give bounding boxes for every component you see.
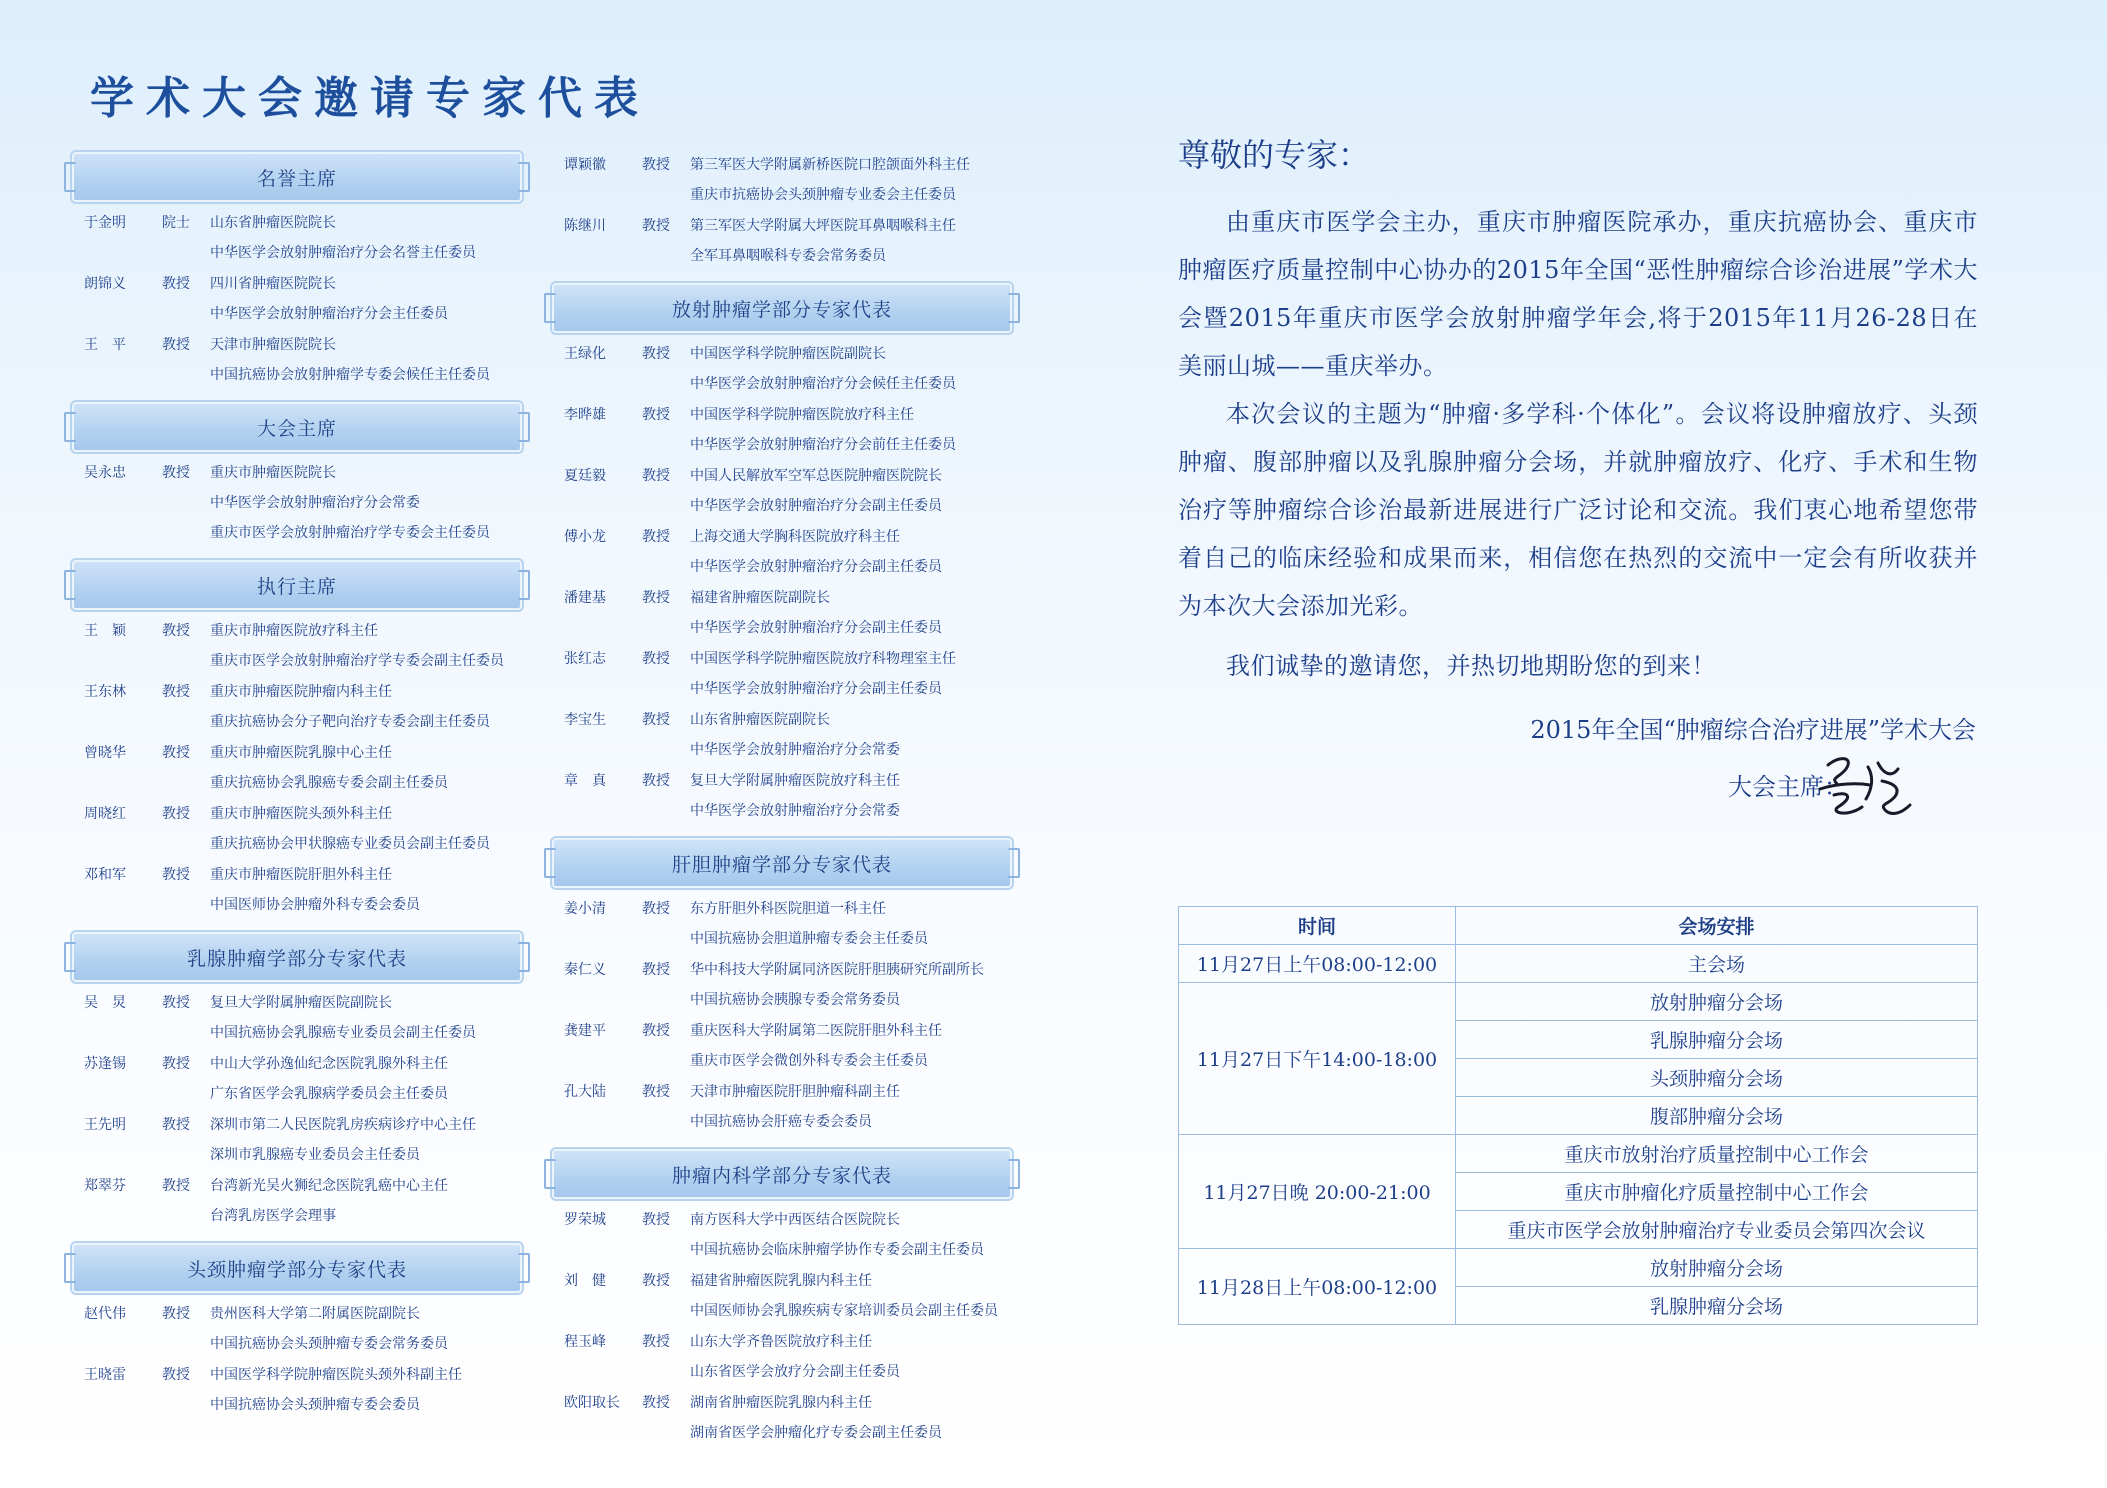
expert-entry: [550, 461, 1020, 521]
expert-entry: [70, 458, 530, 548]
expert-role: 山东省肿瘤医院副院长: [690, 712, 830, 728]
expert-line: [550, 461, 1020, 491]
expert-entry: [550, 522, 1020, 582]
expert-line: [70, 1390, 530, 1420]
expert-title: 教授: [642, 901, 670, 917]
expert-entry: [70, 1360, 530, 1420]
expert-entry: [70, 1299, 530, 1359]
expert-entry: [70, 860, 530, 920]
expert-line: [550, 552, 1020, 582]
expert-title: 教授: [642, 1084, 670, 1100]
expert-role: 重庆市肿瘤医院乳腺中心主任: [210, 745, 392, 761]
expert-role: 中华医学会放射肿瘤治疗分会常委: [210, 495, 420, 511]
expert-title: 教授: [642, 712, 670, 728]
expert-role: 中国抗癌协会胆道肿瘤专委会主任委员: [690, 931, 928, 947]
expert-section: [70, 1243, 530, 1420]
expert-line: [550, 955, 1020, 985]
expert-role: 中山大学孙逸仙纪念医院乳腺外科主任: [210, 1056, 448, 1072]
schedule-header-time: 时间: [1179, 907, 1456, 945]
schedule-body: [1179, 945, 1978, 1325]
letter-paragraph: 由重庆市医学会主办，重庆市肿瘤医院承办，重庆抗癌协会、重庆市肿瘤医疗质量控制中心协办的2015年全国“恶性肿瘤综合诊治进展”学术大会暨2015年重庆市医学会放射肿瘤学年会,将于2015年11月26-28日在美丽山城——重庆举办。: [1178, 208, 1978, 380]
expert-entry: [550, 894, 1020, 954]
expert-role: 重庆市抗癌协会头颈肿瘤专业委会主任委员: [690, 187, 956, 203]
schedule-venue: 腹部肿瘤分会场: [1456, 1097, 1978, 1135]
schedule-venue: 乳腺肿瘤分会场: [1456, 1287, 1978, 1325]
section-header: 执行主席: [72, 560, 522, 610]
schedule-venue: 重庆市医学会放射肿瘤治疗专业委员会第四次会议: [1456, 1211, 1978, 1249]
expert-name: 王先明: [84, 1117, 126, 1133]
expert-role: 中国抗癌协会头颈肿瘤专委会常务委员: [210, 1336, 448, 1352]
section-header: 大会主席: [72, 402, 522, 452]
expert-role: 重庆市医学会放射肿瘤治疗学专委会副主任委员: [210, 653, 504, 669]
expert-name: 谭颖徽: [564, 157, 606, 173]
expert-entry: [70, 988, 530, 1048]
schedule-venue: 头颈肿瘤分会场: [1456, 1059, 1978, 1097]
section-header: 乳腺肿瘤学部分专家代表: [72, 932, 522, 982]
expert-title: 教授: [642, 1334, 670, 1350]
schedule-time: 11月27日下午14:00-18:00: [1179, 983, 1456, 1135]
expert-line: [70, 1079, 530, 1109]
expert-role: 重庆市肿瘤医院院长: [210, 465, 336, 481]
expert-role: 台湾乳房医学会理事: [210, 1208, 336, 1224]
expert-name: 刘 健: [564, 1273, 606, 1289]
expert-section: [70, 560, 530, 920]
schedule-row: [1179, 983, 1978, 1021]
expert-role: 深圳市乳腺癌专业委员会主任委员: [210, 1147, 420, 1163]
expert-role: 中华医学会放射肿瘤治疗分会副主任委员: [690, 620, 942, 636]
schedule-row: [1179, 945, 1978, 983]
schedule-venue: 放射肿瘤分会场: [1456, 1249, 1978, 1287]
expert-name: 吴 炅: [84, 995, 126, 1011]
expert-title: 教授: [642, 1273, 670, 1289]
expert-title: 教授: [642, 962, 670, 978]
expert-line: [70, 988, 530, 1018]
expert-role: 四川省肿瘤医院院长: [210, 276, 336, 292]
expert-entry: [70, 738, 530, 798]
schedule-table: [1178, 906, 1978, 1325]
expert-name: 王 平: [84, 337, 126, 353]
expert-line: [550, 339, 1020, 369]
expert-role: 天津市肿瘤医院肝胆肿瘤科副主任: [690, 1084, 900, 1100]
expert-role: 中国医师协会乳腺疾病专家培训委员会副主任委员: [690, 1303, 998, 1319]
expert-line: [70, 269, 530, 299]
schedule-venue: 重庆市放射治疗质量控制中心工作会: [1456, 1135, 1978, 1173]
expert-entry: [550, 766, 1020, 826]
schedule-venue: 主会场: [1456, 945, 1978, 983]
expert-entry: [70, 1110, 530, 1170]
section-header: 名誉主席: [72, 152, 522, 202]
expert-line: [70, 1360, 530, 1390]
expert-role: 贵州医科大学第二附属医院副院长: [210, 1306, 420, 1322]
expert-line: [550, 1327, 1020, 1357]
expert-role: 中国抗癌协会胰腺专委会常务委员: [690, 992, 900, 1008]
schedule-header-row: [1179, 907, 1978, 945]
expert-line: [70, 829, 530, 859]
expert-line: [70, 1329, 530, 1359]
expert-line: [550, 430, 1020, 460]
signature-image: [1808, 747, 1918, 827]
expert-title: 教授: [642, 1023, 670, 1039]
expert-title: 教授: [162, 465, 190, 481]
expert-title: 教授: [162, 1367, 190, 1383]
expert-title: 教授: [162, 745, 190, 761]
expert-name: 邓和军: [84, 867, 126, 883]
expert-entry: [550, 583, 1020, 643]
expert-role: 重庆抗癌协会分子靶向治疗专委会副主任委员: [210, 714, 490, 730]
expert-role: 湖南省医学会肿瘤化疗专委会副主任委员: [690, 1425, 942, 1441]
expert-name: 欧阳取长: [564, 1395, 620, 1411]
expert-entry: [70, 330, 530, 390]
expert-line: [70, 1299, 530, 1329]
expert-line: [550, 613, 1020, 643]
expert-line: [70, 1110, 530, 1140]
expert-role: 重庆市肿瘤医院放疗科主任: [210, 623, 378, 639]
expert-role: 中华医学会放射肿瘤治疗分会名誉主任委员: [210, 245, 476, 261]
letter-organizer: 2015年全国“肿瘤综合治疗进展”学术大会: [1530, 716, 1976, 744]
schedule-header-venue: 会场安排: [1456, 907, 1978, 945]
expert-role: 中国医学科学院肿瘤医院放疗科主任: [690, 407, 914, 423]
expert-entry: [70, 1171, 530, 1231]
expert-section: [550, 150, 1020, 271]
expert-role: 南方医科大学中西医结合医院院长: [690, 1212, 900, 1228]
expert-role: 中华医学会放射肿瘤治疗分会副主任委员: [690, 498, 942, 514]
expert-entry: [70, 269, 530, 329]
expert-role: 广东省医学会乳腺病学委员会主任委员: [210, 1086, 448, 1102]
expert-entry: [70, 1049, 530, 1109]
expert-line: [70, 616, 530, 646]
expert-line: [70, 890, 530, 920]
expert-title: 教授: [162, 995, 190, 1011]
expert-line: [550, 1107, 1020, 1137]
expert-column-middle: [550, 150, 1020, 1460]
expert-role: 华中科技大学附属同济医院肝胆胰研究所副所长: [690, 962, 984, 978]
expert-line: [70, 208, 530, 238]
expert-role: 复旦大学附属肿瘤医院放疗科主任: [690, 773, 900, 789]
section-header: 肝胆肿瘤学部分专家代表: [552, 838, 1012, 888]
expert-role: 中华医学会放射肿瘤治疗分会副主任委员: [690, 559, 942, 575]
expert-line: [70, 330, 530, 360]
expert-role: 天津市肿瘤医院院长: [210, 337, 336, 353]
expert-name: 周晓红: [84, 806, 126, 822]
expert-title: 教授: [642, 157, 670, 173]
expert-title: 教授: [642, 1212, 670, 1228]
expert-line: [70, 799, 530, 829]
expert-line: [550, 583, 1020, 613]
expert-line: [70, 238, 530, 268]
expert-name: 罗荣城: [564, 1212, 606, 1228]
expert-entry: [550, 644, 1020, 704]
expert-title: 教授: [642, 218, 670, 234]
expert-role: 东方肝胆外科医院胆道一科主任: [690, 901, 886, 917]
expert-entry: [550, 955, 1020, 1015]
expert-line: [550, 211, 1020, 241]
expert-title: 教授: [162, 1117, 190, 1133]
expert-role: 第三军医大学附属新桥医院口腔颌面外科主任: [690, 157, 970, 173]
expert-role: 山东省肿瘤医院院长: [210, 215, 336, 231]
schedule-time: 11月27日上午08:00-12:00: [1179, 945, 1456, 983]
expert-section: [550, 838, 1020, 1137]
expert-role: 中国抗癌协会头颈肿瘤专委会委员: [210, 1397, 420, 1413]
expert-role: 中国抗癌协会肝癌专委会委员: [690, 1114, 872, 1130]
expert-role: 中国人民解放军空军总医院肿瘤医院院长: [690, 468, 942, 484]
schedule-time: 11月27日晚 20:00-21:00: [1179, 1135, 1456, 1249]
expert-role: 深圳市第二人民医院乳房疾病诊疗中心主任: [210, 1117, 476, 1133]
expert-line: [550, 1266, 1020, 1296]
expert-title: 教授: [162, 1306, 190, 1322]
expert-name: 曾晓华: [84, 745, 126, 761]
expert-line: [550, 1296, 1020, 1326]
expert-line: [550, 1235, 1020, 1265]
expert-role: 湖南省肿瘤医院乳腺内科主任: [690, 1395, 872, 1411]
expert-title: 教授: [162, 867, 190, 883]
expert-role: 上海交通大学胸科医院放疗科主任: [690, 529, 900, 545]
expert-role: 重庆抗癌协会乳腺癌专委会副主任委员: [210, 775, 448, 791]
expert-name: 潘建基: [564, 590, 606, 606]
expert-line: [550, 705, 1020, 735]
expert-name: 王绿化: [564, 346, 606, 362]
expert-role: 重庆市医学会微创外科专委会主任委员: [690, 1053, 928, 1069]
expert-role: 山东大学齐鲁医院放疗科主任: [690, 1334, 872, 1350]
expert-entry: [550, 1205, 1020, 1265]
expert-role: 中国抗癌协会临床肿瘤学协作专委会副主任委员: [690, 1242, 984, 1258]
expert-column-left: [70, 152, 530, 1432]
expert-name: 王 颖: [84, 623, 126, 639]
expert-line: [550, 1016, 1020, 1046]
expert-role: 重庆抗癌协会甲状腺癌专业委员会副主任委员: [210, 836, 490, 852]
expert-name: 吴永忠: [84, 465, 126, 481]
expert-line: [550, 894, 1020, 924]
expert-role: 中华医学会放射肿瘤治疗分会常委: [690, 803, 900, 819]
invitation-letter: [1178, 130, 1978, 802]
expert-name: 郑翠芬: [84, 1178, 126, 1194]
expert-line: [550, 522, 1020, 552]
expert-title: 教授: [162, 1178, 190, 1194]
expert-line: [550, 766, 1020, 796]
expert-role: 重庆市肿瘤医院头颈外科主任: [210, 806, 392, 822]
expert-line: [550, 241, 1020, 271]
expert-role: 中华医学会放射肿瘤治疗分会前任主任委员: [690, 437, 956, 453]
expert-role: 中华医学会放射肿瘤治疗分会主任委员: [210, 306, 448, 322]
expert-entry: [70, 677, 530, 737]
expert-role: 中华医学会放射肿瘤治疗分会候任主任委员: [690, 376, 956, 392]
expert-line: [70, 646, 530, 676]
expert-entry: [550, 1077, 1020, 1137]
expert-line: [550, 796, 1020, 826]
expert-title: 教授: [642, 1395, 670, 1411]
expert-name: 孔大陆: [564, 1084, 606, 1100]
expert-line: [70, 677, 530, 707]
expert-role: 第三军医大学附属大坪医院耳鼻咽喉科主任: [690, 218, 956, 234]
letter-invite: 我们诚挚的邀请您，并热切地期盼您的到来！: [1226, 652, 1716, 680]
expert-entry: [550, 211, 1020, 271]
expert-title: 教授: [162, 684, 190, 700]
expert-line: [550, 1388, 1020, 1418]
letter-salutation: 尊敬的专家：: [1178, 136, 1371, 174]
expert-line: [550, 150, 1020, 180]
expert-role: 中国医学科学院肿瘤医院头颈外科副主任: [210, 1367, 462, 1383]
schedule-venue: 乳腺肿瘤分会场: [1456, 1021, 1978, 1059]
expert-line: [550, 180, 1020, 210]
expert-entry: [550, 1327, 1020, 1387]
expert-title: 教授: [642, 590, 670, 606]
expert-line: [70, 458, 530, 488]
expert-role: 重庆医科大学附属第二医院肝胆外科主任: [690, 1023, 942, 1039]
expert-name: 李晔雄: [564, 407, 606, 423]
expert-name: 苏逢锡: [84, 1056, 126, 1072]
expert-entry: [550, 339, 1020, 399]
expert-role: 中华医学会放射肿瘤治疗分会副主任委员: [690, 681, 942, 697]
page-title: 学术大会邀请专家代表: [90, 73, 650, 124]
expert-role: 台湾新光吴火狮纪念医院乳癌中心主任: [210, 1178, 448, 1194]
expert-title: 教授: [162, 806, 190, 822]
expert-title: 教授: [642, 529, 670, 545]
expert-name: 秦仁义: [564, 962, 606, 978]
expert-title: 教授: [642, 651, 670, 667]
expert-section: [550, 283, 1020, 826]
expert-line: [70, 738, 530, 768]
expert-entry: [70, 799, 530, 859]
expert-entry: [70, 208, 530, 268]
expert-title: 教授: [642, 468, 670, 484]
expert-role: 中国抗癌协会乳腺癌专业委员会副主任委员: [210, 1025, 476, 1041]
expert-line: [70, 360, 530, 390]
expert-name: 李宝生: [564, 712, 606, 728]
expert-role: 重庆市肿瘤医院肿瘤内科主任: [210, 684, 392, 700]
expert-role: 中国医学科学院肿瘤医院放疗科物理室主任: [690, 651, 956, 667]
expert-line: [550, 674, 1020, 704]
expert-line: [550, 1077, 1020, 1107]
schedule-row: [1179, 1249, 1978, 1287]
expert-section: [70, 402, 530, 548]
expert-title: 教授: [642, 407, 670, 423]
expert-section: [70, 932, 530, 1231]
expert-title: 教授: [642, 773, 670, 789]
expert-line: [550, 644, 1020, 674]
schedule-time: 11月28日上午08:00-12:00: [1179, 1249, 1456, 1325]
expert-name: 王东林: [84, 684, 126, 700]
expert-role: 重庆市医学会放射肿瘤治疗学专委会主任委员: [210, 525, 490, 541]
expert-role: 福建省肿瘤医院副院长: [690, 590, 830, 606]
expert-line: [70, 1171, 530, 1201]
expert-name: 于金明: [84, 215, 126, 231]
expert-entry: [550, 400, 1020, 460]
expert-name: 王晓雷: [84, 1367, 126, 1383]
expert-title: 教授: [162, 337, 190, 353]
expert-section: [550, 1149, 1020, 1448]
expert-role: 中国医学科学院肿瘤医院副院长: [690, 346, 886, 362]
expert-line: [70, 518, 530, 548]
section-header: 放射肿瘤学部分专家代表: [552, 283, 1012, 333]
expert-role: 全军耳鼻咽喉科专委会常务委员: [690, 248, 886, 264]
expert-entry: [550, 150, 1020, 210]
section-header: 头颈肿瘤学部分专家代表: [72, 1243, 522, 1293]
schedule-row: [1179, 1135, 1978, 1173]
expert-title: 教授: [642, 346, 670, 362]
schedule-venue: 放射肿瘤分会场: [1456, 983, 1978, 1021]
expert-line: [550, 400, 1020, 430]
expert-entry: [550, 705, 1020, 765]
expert-line: [550, 735, 1020, 765]
expert-name: 程玉峰: [564, 1334, 606, 1350]
expert-title: 教授: [162, 623, 190, 639]
expert-entry: [550, 1016, 1020, 1076]
schedule-venue: 重庆市肿瘤化疗质量控制中心工作会: [1456, 1173, 1978, 1211]
expert-line: [550, 1046, 1020, 1076]
expert-line: [70, 1018, 530, 1048]
expert-line: [70, 299, 530, 329]
expert-title: 院士: [162, 215, 190, 231]
expert-line: [70, 1140, 530, 1170]
expert-entry: [550, 1266, 1020, 1326]
expert-role: 复旦大学附属肿瘤医院副院长: [210, 995, 392, 1011]
expert-name: 张红志: [564, 651, 606, 667]
chair-label: 大会主席：: [1728, 773, 1848, 801]
expert-entry: [550, 1388, 1020, 1448]
expert-line: [550, 985, 1020, 1015]
expert-role: 福建省肿瘤医院乳腺内科主任: [690, 1273, 872, 1289]
expert-role: 重庆市肿瘤医院肝胆外科主任: [210, 867, 392, 883]
letter-chair: [1178, 767, 1978, 802]
expert-name: 夏廷毅: [564, 468, 606, 484]
expert-line: [70, 1049, 530, 1079]
expert-line: [550, 369, 1020, 399]
expert-name: 姜小清: [564, 901, 606, 917]
expert-line: [70, 1201, 530, 1231]
expert-line: [550, 1418, 1020, 1448]
expert-name: 陈继川: [564, 218, 606, 234]
expert-title: 教授: [162, 276, 190, 292]
expert-name: 朗锦义: [84, 276, 126, 292]
expert-name: 龚建平: [564, 1023, 606, 1039]
expert-line: [550, 924, 1020, 954]
expert-line: [70, 707, 530, 737]
expert-role: 山东省医学会放疗分会副主任委员: [690, 1364, 900, 1380]
expert-name: 赵代伟: [84, 1306, 126, 1322]
expert-name: 章 真: [564, 773, 606, 789]
expert-role: 中国抗癌协会放射肿瘤学专委会候任主任委员: [210, 367, 490, 383]
expert-line: [550, 1357, 1020, 1387]
expert-role: 中国医师协会肿瘤外科专委会委员: [210, 897, 420, 913]
section-header: 肿瘤内科学部分专家代表: [552, 1149, 1012, 1199]
expert-line: [70, 768, 530, 798]
expert-title: 教授: [162, 1056, 190, 1072]
expert-entry: [70, 616, 530, 676]
expert-name: 傅小龙: [564, 529, 606, 545]
expert-line: [550, 491, 1020, 521]
letter-paragraph: 本次会议的主题为“肿瘤·多学科·个体化”。会议将设肿瘤放疗、头颈肿瘤、腹部肿瘤以及乳腺肿瘤分会场，并就肿瘤放疗、化疗、手术和生物治疗等肿瘤综合诊治最新进展进行广泛讨论和交流。我们衷心地希望您带着自己的临床经验和成果而来，相信您在热烈的交流中一定会有所收获并为本次大会添加光彩。: [1178, 400, 1978, 620]
expert-line: [70, 488, 530, 518]
expert-line: [550, 1205, 1020, 1235]
expert-line: [70, 860, 530, 890]
expert-role: 中华医学会放射肿瘤治疗分会常委: [690, 742, 900, 758]
expert-section: [70, 152, 530, 390]
